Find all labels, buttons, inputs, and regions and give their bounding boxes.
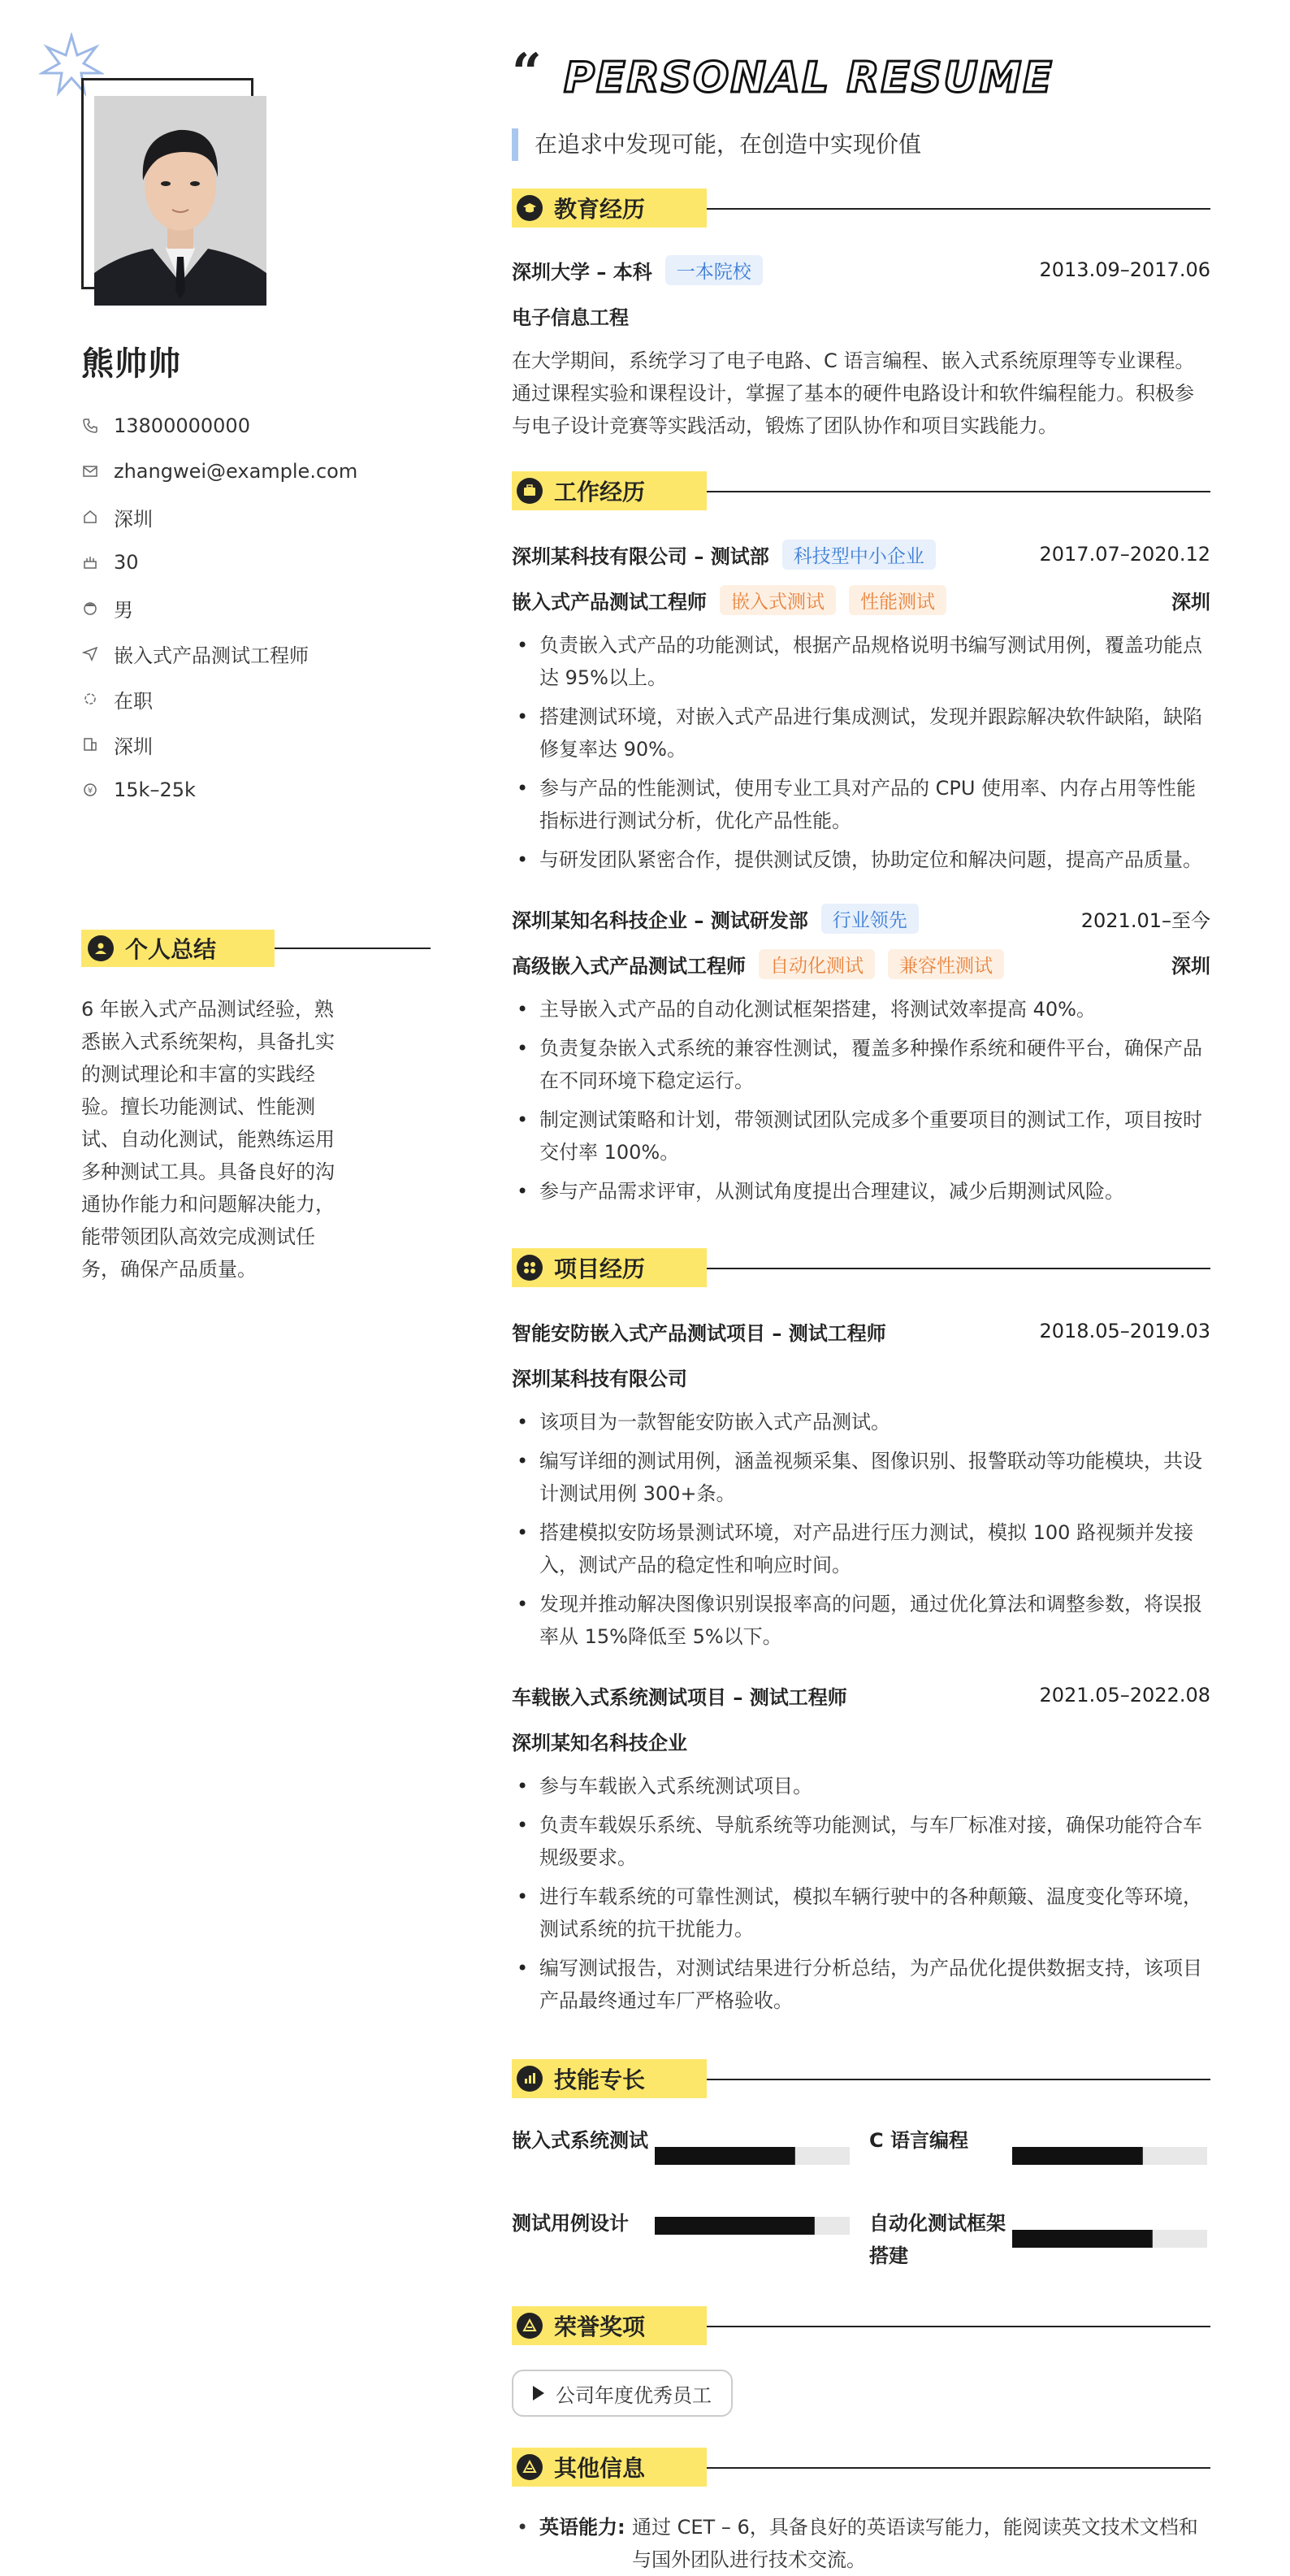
project-2-company: 深圳某知名科技企业: [512, 1731, 687, 1754]
education-row: [512, 254, 1210, 286]
school-name: 深圳大学 – 本科: [512, 260, 652, 284]
job-1-city: 深圳: [1171, 590, 1210, 614]
job-1-position-row: [512, 583, 1210, 616]
gender-text: 男: [114, 598, 133, 622]
info-phone: [81, 403, 406, 449]
project-2-row: [512, 1679, 1210, 1711]
info-email: [81, 449, 406, 494]
skill-bar-fill: [1012, 2230, 1153, 2248]
info-age: [81, 540, 406, 585]
home-text: 深圳: [114, 507, 153, 531]
skill-name: 测试用例设计: [512, 2212, 629, 2235]
briefcase-icon: [517, 478, 543, 504]
sidebar: [0, 0, 455, 2576]
project-2-name: 车载嵌入式系统测试项目 – 测试工程师: [512, 1685, 847, 1709]
list-item: • 搭建测试环境，对嵌入式产品进行集成测试，发现并跟踪解决软件缺陷，缺陷修复率达 90%。: [512, 700, 1210, 765]
svg-text:¥: ¥: [87, 787, 93, 796]
honors-heading: [512, 2306, 1210, 2345]
project-1-company-row: [512, 1360, 1210, 1393]
job-2-tag: 行业领先: [821, 904, 919, 934]
job-2-date: 2021.01–至今: [1080, 909, 1210, 932]
job-1-row: [512, 538, 1210, 570]
gender-icon: [81, 599, 99, 617]
job-1-position: 嵌入式产品测试工程师: [512, 590, 707, 614]
skill-name: C 语言编程: [869, 2129, 968, 2152]
list-item: • 发现并推动解决图像识别误报率高的问题，通过优化算法和调整参数，将误报率从 15%降低至 5%以下。: [512, 1588, 1210, 1653]
project-2-bullets: [512, 1770, 1210, 2023]
status-text: 在职: [114, 689, 153, 713]
job-2-city: 深圳: [1171, 954, 1210, 978]
project-2-date: 2021.05–2022.08: [1039, 1684, 1210, 1706]
summary-heading: [81, 930, 349, 967]
job-1-skill-2: 性能测试: [849, 585, 946, 615]
bar-chart-icon: [517, 2066, 543, 2092]
list-item: • 参与产品的性能测试，使用专业工具对产品的 CPU 使用率、内存占用等性能指标进行测试分析，优化产品性能。: [512, 772, 1210, 837]
list-item: • 进行车载系统的可靠性测试，模拟车辆行驶中的各种颠簸、温度变化等环境，测试系统的抗干扰能力。: [512, 1880, 1210, 1945]
major: 电子信息工程: [512, 306, 629, 329]
skill-item: [512, 2207, 853, 2272]
projects-heading-label: 项目经历: [554, 1255, 646, 1282]
project-2-company-row: [512, 1724, 1210, 1757]
city-text: 深圳: [114, 735, 153, 758]
job-2-row: [512, 902, 1210, 935]
award-label: 公司年度优秀员工: [556, 2383, 712, 2407]
skill-bar-fill: [1012, 2147, 1143, 2165]
info-gender: [81, 585, 406, 631]
info-job: [81, 631, 406, 676]
major-row: [512, 299, 1210, 332]
project-1-bullets: [512, 1406, 1210, 1659]
other-text: 通过 CET – 6，具备良好的英语读写能力，能阅读英文技术文档和与国外团队进行技术交流。: [632, 2516, 1198, 2571]
job-1-tag: 科技型中小企业: [782, 540, 936, 570]
info-icon: [517, 2454, 543, 2480]
other-heading: [512, 2448, 1210, 2487]
summary-heading-label: 个人总结: [125, 936, 217, 963]
skill-item: [869, 2124, 1210, 2189]
email-text: zhangwei@example.com: [114, 460, 358, 483]
project-1-row: [512, 1315, 1210, 1347]
age-text: 30: [114, 551, 139, 574]
slogan: 在追求中发现可能，在创造中实现价值: [512, 128, 921, 161]
candidate-name: 熊帅帅: [81, 345, 181, 383]
graduation-cap-icon: [517, 195, 543, 221]
job-2-position-row: [512, 948, 1210, 980]
user-icon: [88, 935, 114, 961]
job-1-skill-1: 嵌入式测试: [720, 585, 836, 615]
other-heading-label: 其他信息: [554, 2455, 646, 2482]
list-item: • 搭建模拟安防场景测试环境，对产品进行压力测试，模拟 100 路视频并发接入，测试产品的稳定性和响应时间。: [512, 1516, 1210, 1581]
skills-heading-label: 技能专长: [554, 2066, 646, 2093]
list-item: • 负责车载娱乐系统、导航系统等功能测试，与车厂标准对接，确保功能符合车规级要求。: [512, 1809, 1210, 1874]
home-icon: [81, 508, 99, 526]
education-desc: 在大学期间，系统学习了电子电路、C 语言编程、嵌入式系统原理等专业课程。通过课程实验和课程设计，掌握了基本的硬件电路设计和软件编程能力。积极参与电子设计竞赛等实践活动，锻炼了团队协作和项目实践能力。: [512, 349, 1195, 437]
info-status: [81, 676, 406, 722]
award-icon: [517, 2313, 543, 2339]
list-item: • 参与产品需求评审，从测试角度提出合理建议，减少后期测试风险。: [512, 1175, 1210, 1208]
job-text: 嵌入式产品测试工程师: [114, 644, 309, 667]
skill-item: [869, 2207, 1210, 2272]
phone-text: 13800000000: [114, 414, 250, 437]
project-1-company: 深圳某科技有限公司: [512, 1367, 687, 1390]
job-2-company: 深圳某知名科技企业 – 测试研发部: [512, 909, 808, 932]
page-title: PERSONAL RESUME: [564, 54, 1054, 102]
award-item[interactable]: [512, 2370, 733, 2417]
project-1-date: 2018.05–2019.03: [1039, 1320, 1210, 1342]
project-1-name: 智能安防嵌入式产品测试项目 – 测试工程师: [512, 1321, 886, 1345]
summary-text: 6 年嵌入式产品测试经验，熟悉嵌入式系统架构，具备扎实的测试理论和丰富的实践经验。擅长功能测试、性能测试、自动化测试，能熟练运用多种测试工具。具备良好的沟通协作能力和问题解决能力，能带领团队高效完成测试任务，确保产品质量。: [81, 998, 335, 1281]
work-heading: [512, 471, 1210, 510]
skill-bar: [655, 2147, 850, 2165]
salary-text: 15k–25k: [114, 778, 196, 801]
job-2-skill-2: 兼容性测试: [888, 949, 1004, 979]
education-date: 2013.09–2017.06: [1039, 258, 1210, 281]
honors-heading-label: 荣誉奖项: [554, 2314, 646, 2340]
send-icon: [81, 644, 99, 662]
education-heading-label: 教育经历: [554, 196, 646, 223]
status-icon: [81, 690, 99, 708]
cake-icon: [81, 553, 99, 571]
skill-name: 自动化测试框架搭建: [869, 2212, 1006, 2267]
work-heading-label: 工作经历: [554, 479, 646, 505]
skill-item: [512, 2124, 853, 2189]
info-home: [81, 494, 406, 540]
play-icon: [533, 2386, 544, 2400]
list-item: • 编写测试报告，对测试结果进行分析总结，为产品优化提供数据支持，该项目产品最终通过车厂严格验收。: [512, 1952, 1210, 2017]
mail-icon: [81, 462, 99, 480]
list-item: • 该项目为一款智能安防嵌入式产品测试。: [512, 1406, 1210, 1438]
skill-bar-fill: [655, 2217, 815, 2235]
info-city: [81, 722, 406, 767]
skills-heading: [512, 2059, 1210, 2098]
skill-bar: [655, 2217, 850, 2235]
salary-icon: [81, 781, 99, 799]
education-heading: [512, 189, 1210, 228]
other-label: 英语能力:: [539, 2516, 626, 2539]
grid-icon: [517, 1255, 543, 1281]
school-tag: 一本院校: [665, 255, 763, 285]
list-item: • 主导嵌入式产品的自动化测试框架搭建，将测试效率提高 40%。: [512, 993, 1210, 1026]
list-item: • 编写详细的测试用例，涵盖视频采集、图像识别、报警联动等功能模块，共设计测试用例 300+条。: [512, 1445, 1210, 1510]
building-icon: [81, 735, 99, 753]
list-item: • 与研发团队紧密合作，提供测试反馈，协助定位和解决问题，提高产品质量。: [512, 843, 1210, 876]
job-1-bullets: [512, 629, 1210, 883]
job-1-company: 深圳某科技有限公司 – 测试部: [512, 544, 769, 568]
info-salary: [81, 767, 406, 813]
avatar: [94, 96, 266, 306]
projects-heading: [512, 1248, 1210, 1287]
list-item: • 参与车载嵌入式系统测试项目。: [512, 1770, 1210, 1802]
list-item: • 负责嵌入式产品的功能测试，根据产品规格说明书编写测试用例，覆盖功能点达 95%以上。: [512, 629, 1210, 694]
skill-bar: [1012, 2230, 1207, 2248]
phone-icon: [81, 417, 99, 435]
skill-name: 嵌入式系统测试: [512, 2129, 648, 2152]
job-1-date: 2017.07–2020.12: [1039, 543, 1210, 566]
job-2-position: 高级嵌入式产品测试工程师: [512, 954, 746, 978]
job-2-skill-1: 自动化测试: [759, 949, 875, 979]
quote-mark: “: [512, 42, 542, 103]
job-2-bullets: [512, 993, 1210, 1214]
list-item: • 制定测试策略和计划，带领测试团队完成多个重要项目的测试工作，项目按时交付率 100%。: [512, 1104, 1210, 1169]
contact-info-list: [81, 403, 406, 813]
skill-bar-fill: [655, 2147, 795, 2165]
list-item: • 负责复杂嵌入式系统的兼容性测试，覆盖多种操作系统和硬件平台，确保产品在不同环境下稳定运行。: [512, 1032, 1210, 1097]
skill-bar: [1012, 2147, 1207, 2165]
